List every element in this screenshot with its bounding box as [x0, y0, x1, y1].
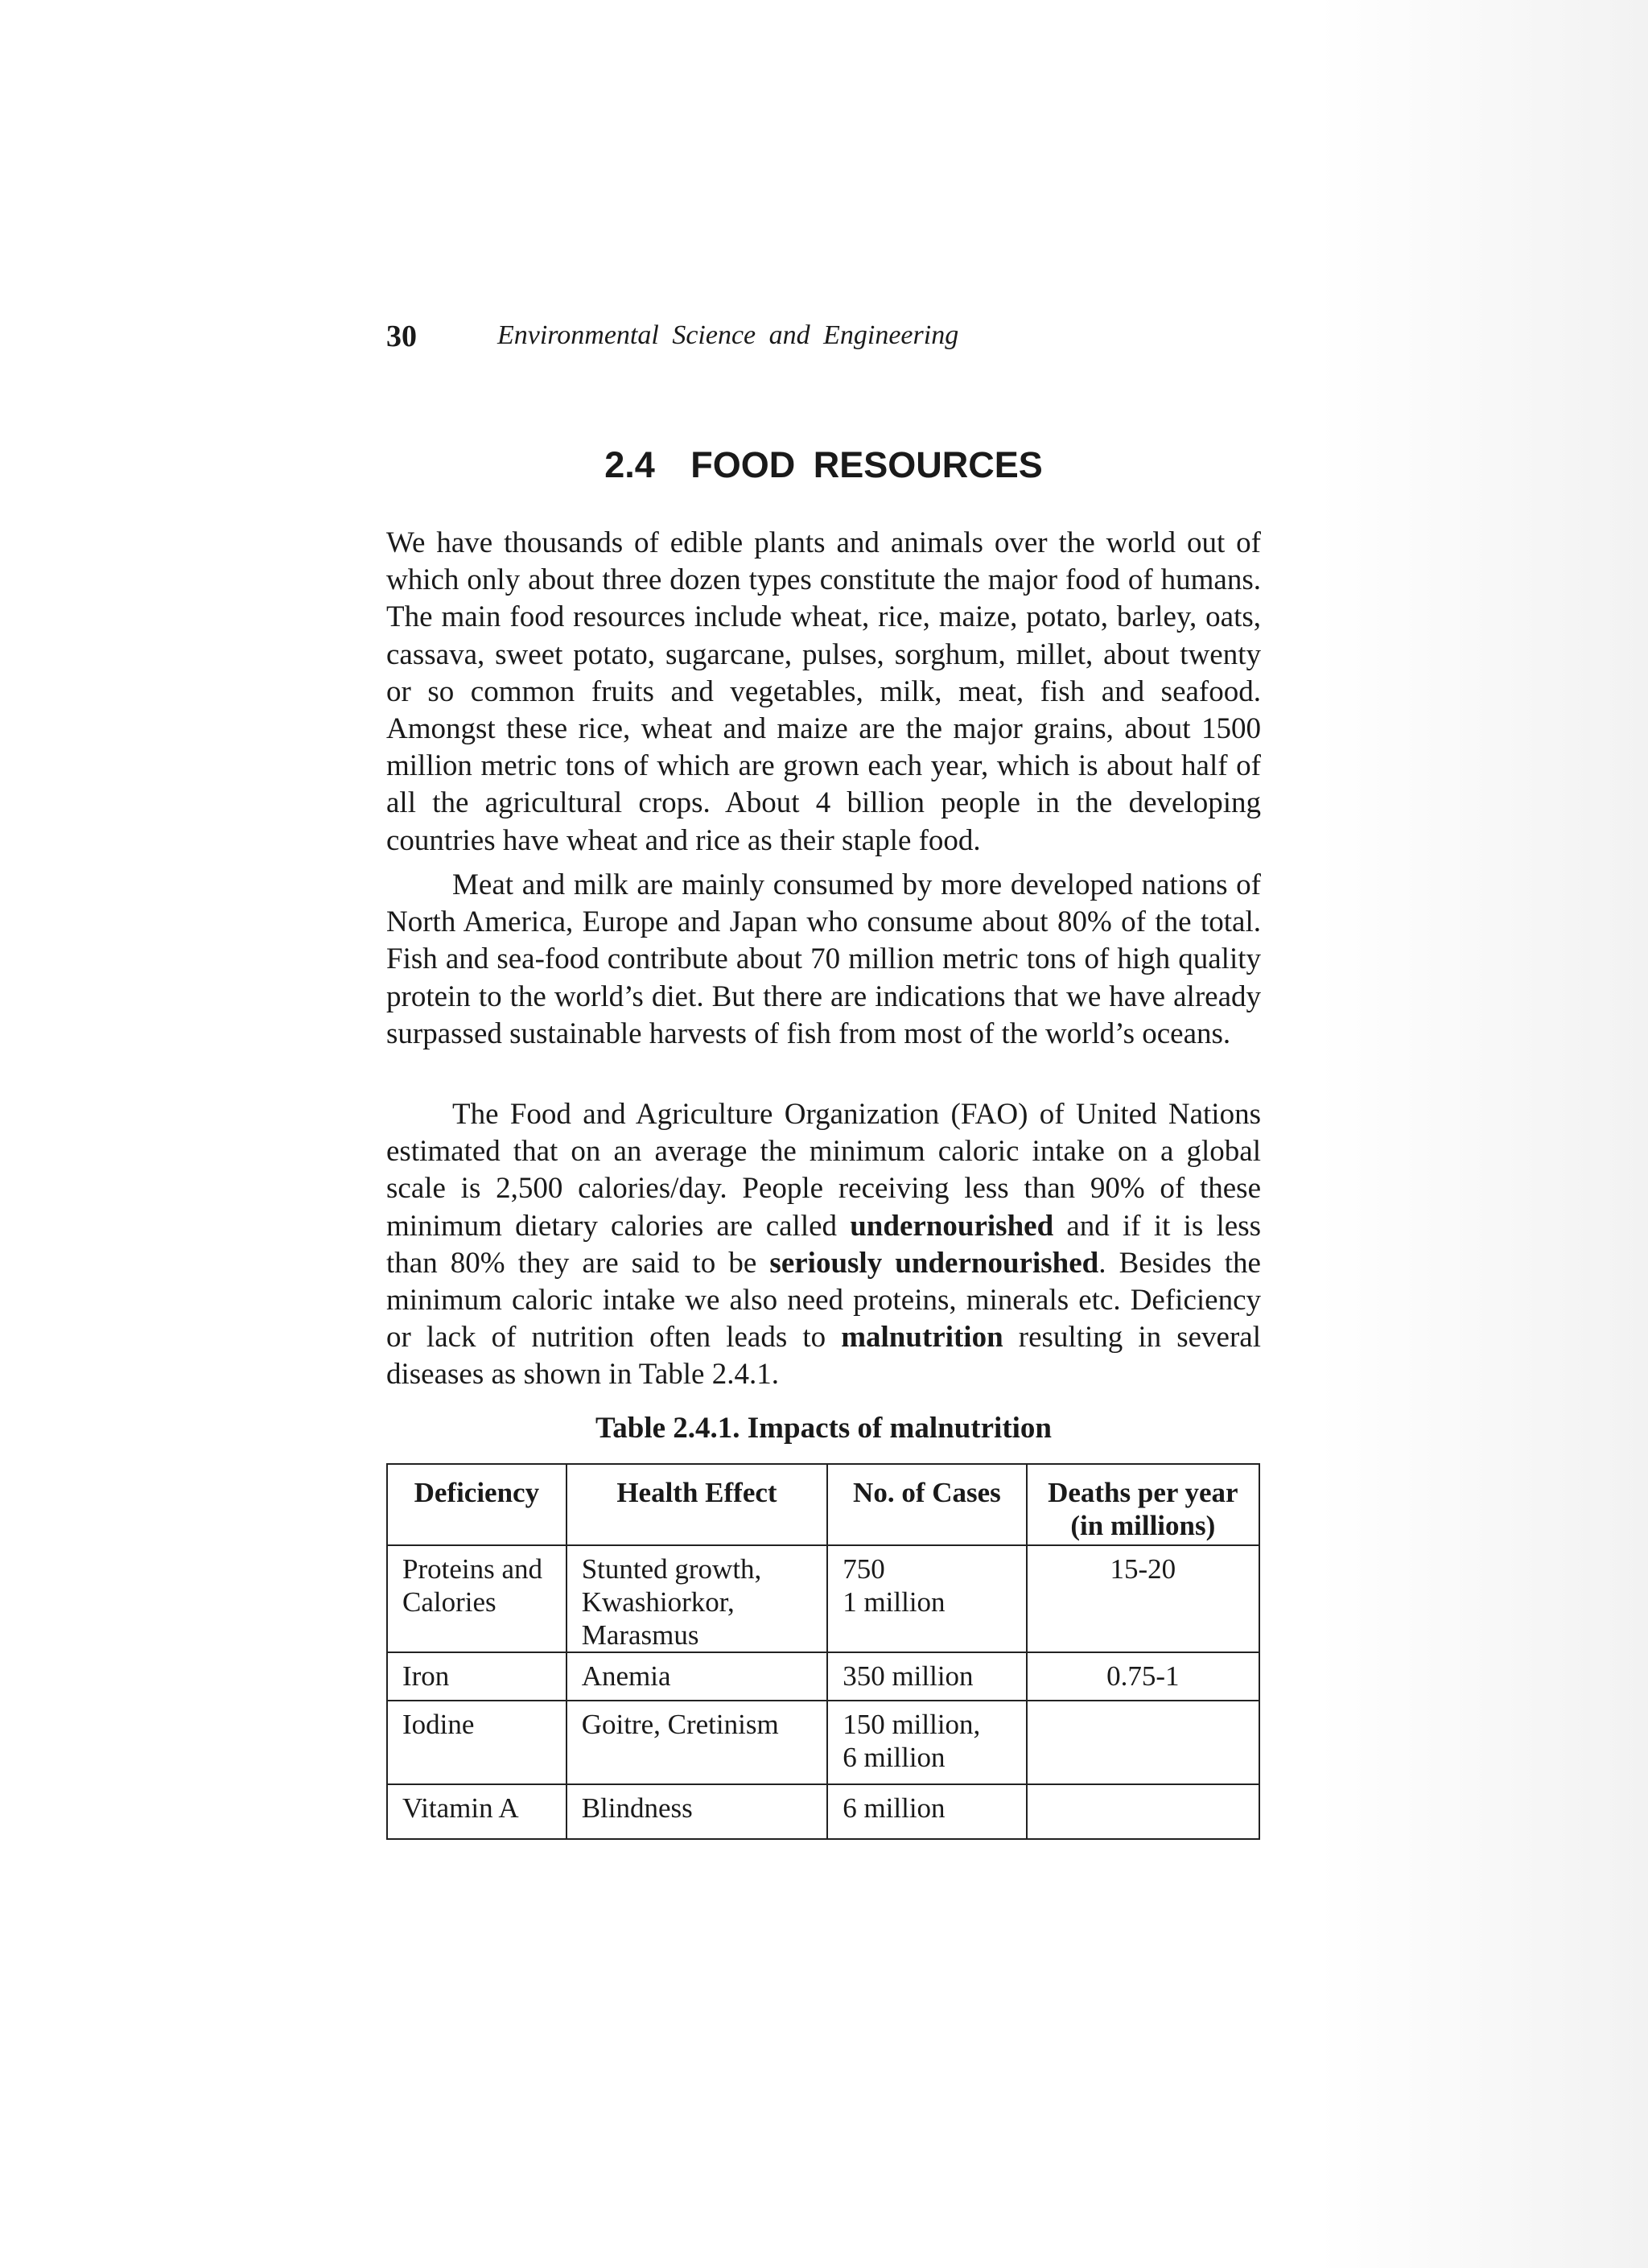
- cell-line: Marasmus: [581, 1619, 699, 1651]
- cell-effect: [566, 1545, 827, 1652]
- section-number: 2.4: [604, 444, 655, 485]
- cell-deaths: [1027, 1784, 1259, 1839]
- cell-line: 150 million,: [843, 1709, 981, 1740]
- running-title: Environmental Science and Engineering: [497, 320, 959, 350]
- cell-deficiency: Iodine: [387, 1701, 566, 1784]
- cell-cases: 350 million: [827, 1652, 1026, 1701]
- section-title: [386, 444, 1261, 486]
- table-caption: Table 2.4.1. Impacts of malnutrition: [595, 1412, 1053, 1445]
- p3-text-3: . Besides the minimum caloric intake we also need proteins, minerals etc. Deficiency or lack of nutrition often leads to: [386, 1246, 1261, 1355]
- table-row: [387, 1784, 1259, 1839]
- cell-line: Kwashiorkor,: [581, 1586, 735, 1618]
- cell-cases: 6 million: [827, 1784, 1026, 1839]
- cell-line: 1 million: [843, 1586, 946, 1618]
- cell-effect: Blindness: [566, 1784, 827, 1839]
- page-header: [386, 319, 1271, 359]
- section-title-text: FOOD RESOURCES: [690, 444, 1043, 485]
- cell-deficiency: Vitamin A: [387, 1784, 566, 1839]
- header-deaths-line1: Deaths per year: [1048, 1477, 1238, 1508]
- cell-effect: Goitre, Cretinism: [566, 1701, 827, 1784]
- table-header-row: [387, 1464, 1259, 1545]
- p3-text-2: and if it is less than 80% they are said to be: [386, 1209, 1261, 1280]
- cell-deaths: 0.75-1: [1027, 1652, 1259, 1701]
- cell-line: Proteins and: [402, 1553, 543, 1585]
- cell-line: 750: [843, 1553, 885, 1585]
- cell-line: 6 million: [843, 1742, 946, 1773]
- header-deaths: [1027, 1464, 1259, 1545]
- header-cases: No. of Cases: [827, 1464, 1026, 1545]
- term-seriously-undernourished: seriously undernourished: [769, 1246, 1099, 1280]
- cell-deficiency: [387, 1545, 566, 1652]
- table-row: [387, 1701, 1259, 1784]
- cell-line: Stunted growth,: [581, 1553, 762, 1585]
- cell-deaths: 15-20: [1027, 1545, 1259, 1652]
- cell-deficiency: Iron: [387, 1652, 566, 1701]
- cell-line: Calories: [402, 1586, 496, 1618]
- header-health-effect: Health Effect: [566, 1464, 827, 1545]
- page-number: 30: [386, 320, 417, 353]
- header-deaths-line2: (in millions): [1070, 1510, 1216, 1541]
- p3-text-1: The Food and Agriculture Organization (FAO) of United Nations estimated that on an average the minimum caloric intake on a global scale is 2,500 calories/day. People receiving less than 90% of these minimum dietary calories are called: [386, 1098, 1261, 1243]
- p3-text-4: resulting in several diseases as shown in Table 2.4.1.: [386, 1321, 1261, 1392]
- table-row: [387, 1652, 1259, 1701]
- paragraph-meat-milk: Meat and milk are mainly consumed by more developed nations of North America, Europe and Japan who consume about 80% of the total. Fish and sea-food contribute about 70 million metric tons of high quality protein to the world’s diet. But there are indications that we have already surpassed sustainable harvests of fish from most of the world’s oceans.: [386, 868, 1261, 1050]
- term-malnutrition: malnutrition: [841, 1321, 1003, 1355]
- paragraph-fao: [386, 1096, 1261, 1394]
- cell-cases: [827, 1545, 1026, 1652]
- cell-effect: Anemia: [566, 1652, 827, 1701]
- term-undernourished: undernourished: [850, 1209, 1054, 1243]
- malnutrition-table: [386, 1463, 1260, 1840]
- paragraph-food-resources: We have thousands of edible plants and animals over the world out of which only about three dozen types constitute the major food of humans. The main food resources include wheat, rice, maize, potato, barley, oats, cassava, sweet potato, sugarcane, pulses, sorghum, millet, about twenty or so common fruits and vegetables, milk, meat, fish and seafood. Amongst these rice, wheat and maize are the major grains, about 1500 million metric tons of which are grown each year, which is about half of all the agricultural crops. About 4 billion people in the developing countries have wheat and rice as their staple food.: [386, 526, 1261, 857]
- cell-cases: [827, 1701, 1026, 1784]
- cell-deaths: [1027, 1701, 1259, 1784]
- table-row: [387, 1545, 1259, 1652]
- header-deficiency: Deficiency: [387, 1464, 566, 1545]
